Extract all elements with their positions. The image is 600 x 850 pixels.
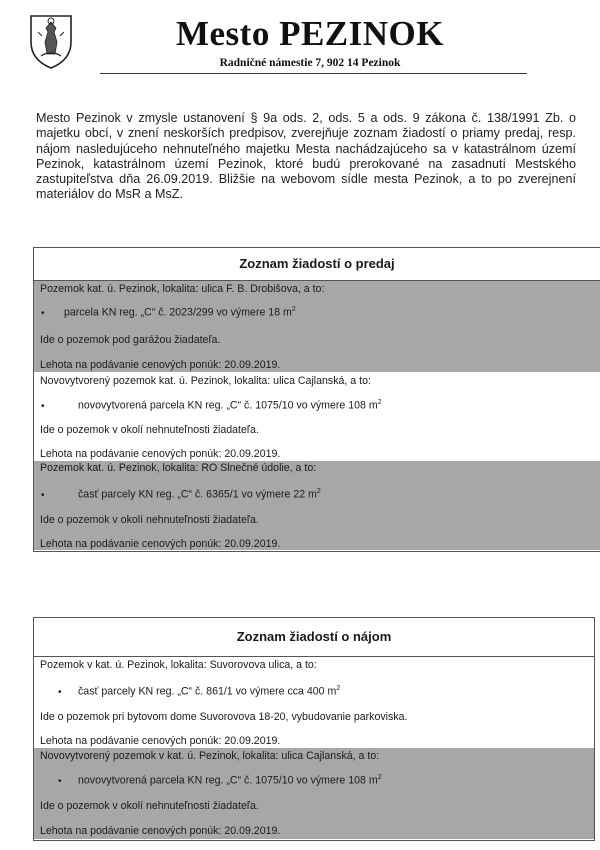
bullet-icon: •: [58, 776, 62, 787]
item-heading: Novovytvorený pozemok kat. ú. Pezinok, lokalita: ulica Cajlanská, a to:: [40, 375, 371, 387]
page-title: Mesto PEZINOK: [175, 14, 444, 53]
lease-requests-table: [33, 617, 595, 841]
coat-of-arms-icon: [28, 12, 74, 70]
sale-item: [34, 372, 600, 461]
item-parcel: novovytvorená parcela KN reg. „C“ č. 1075/10 vo výmere 108 $m^2$: [78, 774, 382, 787]
item-heading: Pozemok v kat. ú. Pezinok, lokalita: Suvorovova ulica, a to:: [40, 659, 317, 671]
bullet-icon: •: [41, 490, 45, 501]
item-note: Ide o pozemok pod garážou žiadateľa.: [40, 334, 221, 346]
bullet-icon: •: [41, 401, 45, 412]
sale-requests-table: [33, 247, 600, 552]
bullet-icon: •: [41, 308, 45, 319]
item-heading: Novovytvorený pozemok v kat. ú. Pezinok, lokalita: ulica Cajlanská, a to:: [40, 750, 380, 762]
letterhead: [0, 0, 600, 80]
header-divider: [100, 73, 527, 74]
sale-table-title: Zoznam žiadostí o predaj: [34, 248, 600, 281]
sale-item: [34, 281, 600, 372]
item-deadline: Lehota na podávanie cenových ponúk: 20.09.2019.: [40, 825, 281, 837]
item-deadline: Lehota na podávanie cenových ponúk: 20.09.2019.: [40, 448, 281, 460]
item-parcel: parcela KN reg. „C“ č. 2023/299 vo výmere 18 $m^2$: [64, 306, 296, 319]
sale-item: [34, 461, 600, 550]
item-heading: Pozemok kat. ú. Pezinok, lokalita: ulica F. B. Drobišova, a to:: [40, 283, 325, 295]
item-deadline: Lehota na podávanie cenových ponúk: 20.09.2019.: [40, 735, 281, 747]
item-note: Ide o pozemok v okolí nehnuteľnosti žiadateľa.: [40, 800, 259, 812]
item-heading: Pozemok kat. ú. Pezinok, lokalita: RO Slnečné údolie, a to:: [40, 462, 317, 474]
item-note: Ide o pozemok v okolí nehnuteľnosti žiadateľa.: [40, 514, 259, 526]
item-deadline: Lehota na podávanie cenových ponúk: 20.09.2019.: [40, 538, 281, 550]
item-deadline: Lehota na podávanie cenových ponúk: 20.09.2019.: [40, 359, 281, 371]
lease-table-title: Zoznam žiadostí o nájom: [34, 618, 594, 657]
address-line: Radničné námestie 7, 902 14 Pezinok: [219, 57, 401, 69]
intro-paragraph: Mesto Pezinok v zmysle ustanovení § 9a ods. 2, ods. 5 a ods. 9 zákona č. 138/1991 Zb. o majetku obcí, v znení neskorších predpisov, zverejňuje zoznam žiadostí o priamy predaj, resp. nájom nasledujúceho nehnuteľného majetku Mesta nachádzajúceho sa v katastrálnom území Pezinok, katastrálnom území Pezinok, ktoré budú prerokované na zasadnutí Mestského zastupiteľstva dňa 26.09.2019. Bližšie na webovom sídle mesta Pezinok, a to po zverejnení materiálov do MsR a MsZ.: [36, 111, 576, 202]
item-parcel: novovytvorená parcela KN reg. „C“ č. 1075/10 vo výmere 108 $m^2$: [78, 399, 382, 412]
lease-item: [34, 657, 594, 748]
bullet-icon: •: [58, 687, 62, 698]
lease-item: [34, 748, 594, 839]
item-parcel: časť parcely KN reg. „C“ č. 861/1 vo výmere cca 400 $m^2$: [78, 685, 341, 698]
item-note: Ide o pozemok v okolí nehnuteľnosti žiadateľa.: [40, 424, 259, 436]
item-parcel: časť parcely KN reg. „C“ č. 6365/1 vo výmere 22 $m^2$: [78, 488, 321, 501]
item-note: Ide o pozemok pri bytovom dome Suvorovova 18-20, vybudovanie parkoviska.: [40, 711, 408, 723]
